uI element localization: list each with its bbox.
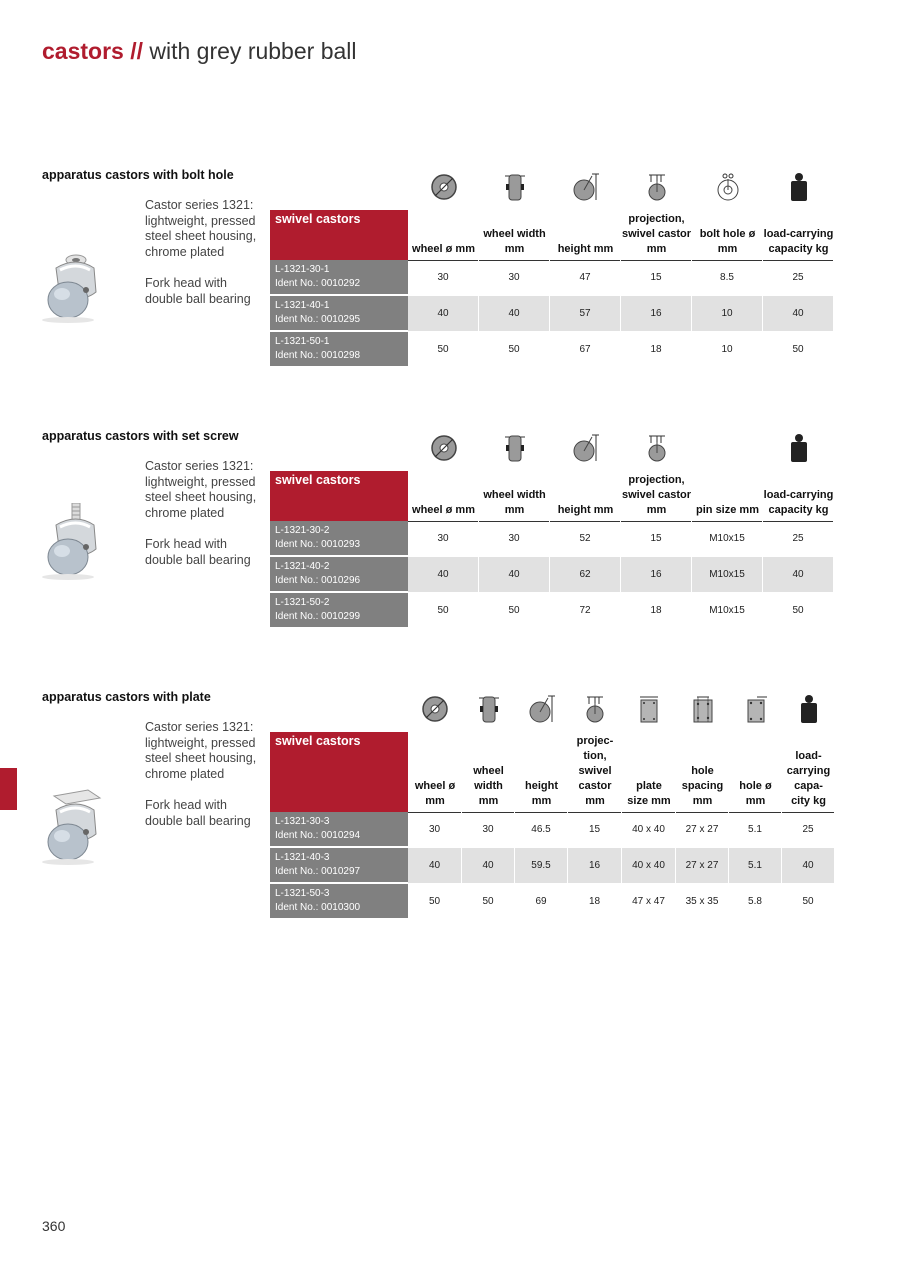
table-cell: 30: [408, 812, 462, 847]
table-cell: 16: [621, 557, 692, 592]
load-weight-icon: [784, 170, 814, 204]
table-cell: 50: [763, 593, 834, 628]
table-cell: 40: [479, 296, 550, 331]
table-label: swivel castors: [270, 210, 408, 260]
table-cell: 27 x 27: [676, 848, 729, 883]
column-header: height mm: [557, 504, 614, 516]
description-text: Fork head with double ball bearing: [145, 276, 251, 306]
ident-number: Ident No.: 0010298: [275, 350, 361, 361]
title-bold: castors //: [42, 38, 143, 64]
section-title: apparatus castors with plate: [42, 690, 211, 704]
description-text: Fork head with double ball bearing: [145, 537, 251, 567]
table-row: [270, 884, 835, 919]
article-label: [270, 557, 408, 592]
column-header: bolt hole ø mm: [699, 228, 756, 255]
product-description: [145, 720, 265, 845]
projection-icon: [580, 692, 610, 726]
plate-size-icon: [634, 692, 664, 726]
table-cell: 35 x 35: [676, 884, 729, 919]
table-cell: 47: [550, 260, 621, 295]
table-cell: 27 x 27: [676, 812, 729, 847]
table-cell: 57: [550, 296, 621, 331]
table-cell: 30: [462, 812, 515, 847]
table-cell: 40: [782, 848, 835, 883]
title-rest: with grey rubber ball: [143, 38, 357, 64]
table-cell: 40: [763, 557, 834, 592]
ident-number: Ident No.: 0010299: [275, 611, 361, 622]
column-header: pin size mm: [696, 504, 759, 516]
table-cell: 30: [408, 260, 479, 295]
table-cell: 25: [763, 260, 834, 295]
castor-photo: [34, 503, 106, 583]
table-cell: 40: [462, 848, 515, 883]
table-cell: 16: [568, 848, 622, 883]
table-cell: M10x15: [692, 593, 763, 628]
table-cell: 52: [550, 521, 621, 556]
wheel-diameter-icon: [429, 431, 459, 465]
ident-number: Ident No.: 0010293: [275, 539, 361, 550]
ident-number: Ident No.: 0010295: [275, 314, 361, 325]
table-cell: 30: [479, 260, 550, 295]
table-cell: 8.5: [692, 260, 763, 295]
ident-number: Ident No.: 0010297: [275, 866, 361, 877]
ident-number: Ident No.: 0010292: [275, 278, 361, 289]
table-cell: 40: [408, 296, 479, 331]
wheel-width-icon: [500, 431, 530, 465]
column-header: hole ø mm: [739, 780, 772, 807]
column-header: wheel ø mm: [414, 780, 456, 807]
description-text: Castor series 1321: lightweight, pressed steel sheet housing, chrome plated: [145, 198, 257, 259]
table-label: swivel castors: [270, 732, 408, 812]
column-header: wheel width mm: [483, 489, 546, 516]
castor-photo: [34, 788, 106, 868]
table-cell: 50: [479, 593, 550, 628]
table-row: [270, 296, 834, 331]
table-row: [270, 260, 834, 295]
height-icon: [571, 431, 601, 465]
table-cell: 50: [408, 593, 479, 628]
column-header: wheel ø mm: [412, 243, 475, 255]
table-cell: 15: [568, 812, 622, 847]
wheel-width-icon: [474, 692, 504, 726]
column-header: height mm: [525, 780, 558, 807]
table-cell: 10: [692, 332, 763, 367]
column-header: load-carrying capacity kg: [763, 489, 834, 516]
table-cell: 40 x 40: [622, 812, 676, 847]
column-header: plate size mm: [627, 780, 671, 807]
description-text: Fork head with double ball bearing: [145, 798, 251, 828]
table-cell: 16: [621, 296, 692, 331]
description-text: Castor series 1321: lightweight, pressed steel sheet housing, chrome plated: [145, 720, 257, 781]
table-cell: 5.8: [729, 884, 782, 919]
table-row: [270, 521, 834, 556]
projection-icon: [642, 170, 672, 204]
table-cell: M10x15: [692, 557, 763, 592]
ident-number: Ident No.: 0010294: [275, 830, 361, 841]
article-code: L-1321-50-1: [275, 336, 330, 347]
table-cell: 25: [763, 521, 834, 556]
table-cell: 50: [479, 332, 550, 367]
article-code: L-1321-50-2: [275, 597, 330, 608]
table-cell: M10x15: [692, 521, 763, 556]
height-icon: [527, 692, 557, 726]
article-label: [270, 260, 408, 295]
projection-icon: [642, 431, 672, 465]
table-cell: 18: [621, 593, 692, 628]
table-cell: 72: [550, 593, 621, 628]
table-row: [270, 848, 835, 883]
table-cell: 30: [479, 521, 550, 556]
column-header: projection, swivel castor mm: [621, 474, 692, 516]
table-cell: 40: [763, 296, 834, 331]
table-cell: 40: [408, 848, 462, 883]
product-description: [145, 459, 265, 584]
table-cell: 15: [621, 260, 692, 295]
product-description: [145, 198, 265, 323]
table-cell: 62: [550, 557, 621, 592]
article-code: L-1321-40-3: [275, 852, 330, 863]
table-cell: 50: [462, 884, 515, 919]
table-row: [270, 332, 834, 367]
table-cell: 5.1: [729, 812, 782, 847]
table-cell: 40 x 40: [622, 848, 676, 883]
article-label: [270, 848, 408, 883]
ident-number: Ident No.: 0010300: [275, 902, 361, 913]
article-label: [270, 332, 408, 367]
wheel-diameter-icon: [429, 170, 459, 204]
page-title: [42, 36, 357, 66]
load-weight-icon: [784, 431, 814, 465]
page-number: 360: [42, 1218, 66, 1234]
table-cell: 50: [408, 332, 479, 367]
table-row: [270, 593, 834, 628]
column-header: height mm: [557, 243, 614, 255]
table-label: swivel castors: [270, 471, 408, 521]
load-weight-icon: [794, 692, 824, 726]
table-row: [270, 557, 834, 592]
chapter-tab-marker: [0, 768, 17, 810]
table-cell: 50: [763, 332, 834, 367]
section-title: apparatus castors with bolt hole: [42, 168, 234, 182]
height-icon: [571, 170, 601, 204]
article-label: [270, 593, 408, 628]
article-label: [270, 812, 408, 847]
table-cell: 18: [568, 884, 622, 919]
column-header: wheel ø mm: [412, 504, 475, 516]
column-header: projec-tion, swivel castor mm: [576, 735, 614, 807]
column-header: projection, swivel castor mm: [621, 213, 692, 255]
ident-number: Ident No.: 0010296: [275, 575, 361, 586]
article-code: L-1321-40-1: [275, 300, 330, 311]
hole-diameter-icon: [741, 692, 771, 726]
table-cell: 5.1: [729, 848, 782, 883]
article-code: L-1321-30-3: [275, 816, 330, 827]
article-label: [270, 884, 408, 919]
table-cell: 10: [692, 296, 763, 331]
description-text: Castor series 1321: lightweight, pressed steel sheet housing, chrome plated: [145, 459, 257, 520]
table-cell: 50: [782, 884, 835, 919]
column-header: load-carrying capacity kg: [763, 228, 834, 255]
column-header: wheel width mm: [473, 765, 504, 807]
table-cell: 40: [408, 557, 479, 592]
article-label: [270, 296, 408, 331]
article-code: L-1321-50-3: [275, 888, 330, 899]
wheel-diameter-icon: [420, 692, 450, 726]
column-header: wheel width mm: [483, 228, 546, 255]
table-cell: 47 x 47: [622, 884, 676, 919]
table-cell: 46.5: [515, 812, 568, 847]
table-cell: 30: [408, 521, 479, 556]
table-cell: 40: [479, 557, 550, 592]
table-cell: 18: [621, 332, 692, 367]
article-label: [270, 521, 408, 556]
table-row: [270, 812, 835, 847]
wheel-width-icon: [500, 170, 530, 204]
table-cell: 59.5: [515, 848, 568, 883]
table-cell: 15: [621, 521, 692, 556]
article-code: L-1321-30-2: [275, 525, 330, 536]
table-cell: 50: [408, 884, 462, 919]
table-cell: 69: [515, 884, 568, 919]
castor-photo: [34, 246, 106, 326]
bolt-hole-icon: [713, 170, 743, 204]
table-cell: 67: [550, 332, 621, 367]
section-title: apparatus castors with set screw: [42, 429, 239, 443]
column-header: hole spacing mm: [681, 765, 724, 807]
column-header: load-carrying capa-city kg: [786, 750, 831, 807]
article-code: L-1321-40-2: [275, 561, 330, 572]
table-cell: 25: [782, 812, 835, 847]
hole-spacing-icon: [688, 692, 718, 726]
article-code: L-1321-30-1: [275, 264, 330, 275]
